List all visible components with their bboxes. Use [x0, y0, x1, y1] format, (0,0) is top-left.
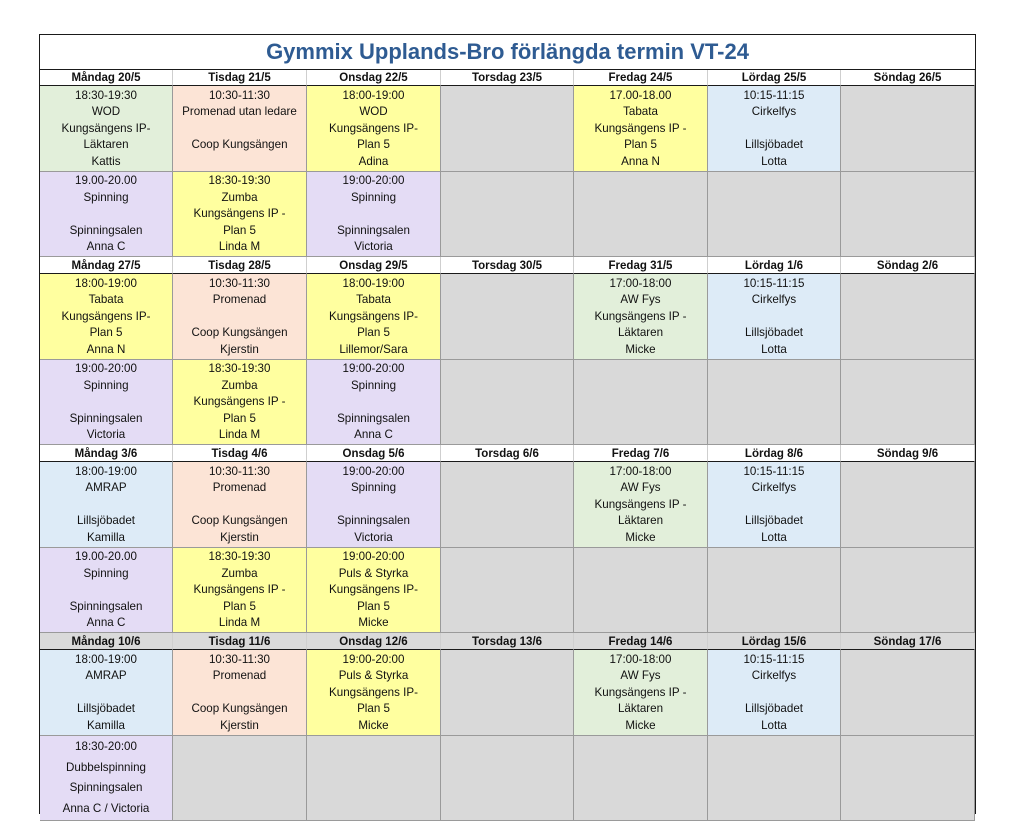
day-header: Tisdag 21/5	[173, 70, 307, 86]
class-cell-line: 10:15-11:15	[743, 464, 805, 478]
class-cell-line: 19:00-20:00	[75, 362, 137, 376]
empty-cell	[708, 360, 841, 445]
class-cell-line: 17.00-18.00	[609, 88, 672, 102]
class-cell	[40, 172, 173, 257]
class-cell-line: Lillsjöbadet	[744, 514, 803, 528]
class-cell	[40, 736, 173, 821]
class-cell-line: AMRAP	[85, 481, 127, 495]
class-cell-line	[40, 394, 172, 410]
class-cell	[574, 462, 708, 548]
class-cell	[307, 172, 441, 257]
class-cell-line: Lotta	[761, 718, 787, 732]
class-cell-line: 18:00-19:00	[342, 276, 405, 290]
day-header: Fredag 24/5	[574, 70, 708, 86]
class-cell	[173, 360, 307, 445]
class-cell-line: 10:30-11:30	[208, 88, 271, 102]
day-header: Onsdag 29/5	[307, 257, 441, 274]
empty-cell	[841, 650, 975, 736]
class-cell-line	[40, 496, 172, 513]
class-cell-line: Plan 5	[357, 599, 390, 613]
class-cell-line: Plan 5	[223, 599, 256, 613]
class-cell-line: 19:00-20:00	[342, 362, 405, 376]
class-cell-line: 18:00-19:00	[342, 88, 405, 102]
class-cell-line: Kungsängens IP-	[329, 685, 418, 699]
class-cell-line: Zumba	[221, 378, 258, 392]
class-cell-line: Coop Kungsängen	[191, 326, 288, 340]
class-cell	[708, 86, 841, 172]
class-cell-line: Kjerstin	[220, 342, 259, 356]
class-cell-line: Kungsängens IP -	[594, 309, 687, 323]
class-cell-line	[173, 153, 306, 170]
class-cell-line	[307, 394, 440, 410]
class-cell	[708, 650, 841, 736]
class-cell-line: Promenad	[212, 669, 267, 683]
class-cell-line: Lillsjöbadet	[744, 138, 803, 152]
class-cell-line: 18:00-19:00	[75, 652, 137, 666]
empty-cell	[841, 548, 975, 633]
class-cell-line	[40, 582, 172, 598]
class-cell-line: Kungsängens IP-	[329, 121, 418, 135]
class-cell-line: Promenad	[212, 293, 267, 307]
class-cell-line: Cirkelfys	[751, 105, 797, 119]
class-cell-line: Zumba	[221, 190, 258, 204]
class-cell-line: Spinningsalen	[337, 514, 410, 528]
class-cell	[173, 650, 307, 736]
empty-cell	[441, 274, 574, 360]
class-cell-line: Lotta	[761, 342, 787, 356]
class-cell-line: Lotta	[761, 530, 787, 544]
class-cell-line: Tabata	[356, 293, 391, 307]
class-cell-line: Kungsängens IP -	[193, 207, 286, 221]
class-cell	[173, 274, 307, 360]
empty-cell	[841, 274, 975, 360]
class-cell-line: Coop Kungsängen	[191, 138, 288, 152]
class-cell-line: Kungsängens IP -	[594, 685, 687, 699]
class-cell-line: Plan 5	[223, 411, 256, 425]
class-cell-line: 18:00-19:00	[75, 464, 137, 478]
class-cell-line: Kamilla	[86, 718, 125, 732]
class-cell-line	[708, 496, 840, 513]
empty-cell	[574, 736, 708, 821]
class-cell-line: 10:15-11:15	[743, 88, 805, 102]
class-cell-line: Linda M	[218, 615, 261, 629]
class-cell-line: Läktaren	[617, 514, 664, 528]
class-cell	[574, 86, 708, 172]
class-cell	[40, 360, 173, 445]
day-header: Söndag 17/6	[841, 633, 975, 650]
empty-cell	[441, 86, 574, 172]
class-cell-line: Läktaren	[83, 138, 129, 152]
class-cell-line: 10:30-11:30	[208, 652, 271, 666]
class-cell-line: Dubbelspinning	[66, 760, 146, 774]
class-cell-line: Spinning	[350, 378, 397, 392]
day-header: Torsdag 23/5	[441, 70, 574, 86]
class-cell	[574, 650, 708, 736]
class-cell-line: WOD	[91, 105, 121, 119]
class-cell-line: Spinningsalen	[69, 223, 143, 237]
class-cell-line: Spinning	[350, 481, 397, 495]
class-cell-line: Linda M	[218, 239, 261, 253]
class-cell-line: Anna N	[86, 342, 126, 356]
empty-cell	[441, 736, 574, 821]
day-header: Tisdag 4/6	[173, 445, 307, 462]
empty-cell	[441, 650, 574, 736]
class-cell-line: 19.00-20.00	[75, 550, 137, 564]
day-header: Måndag 3/6	[40, 445, 173, 462]
empty-cell	[708, 172, 841, 257]
class-cell-line	[708, 308, 840, 325]
class-cell-line: Spinning	[350, 190, 397, 204]
class-cell-line: Lillsjöbadet	[76, 514, 135, 528]
class-cell-line: Coop Kungsängen	[191, 702, 288, 716]
class-cell-line: Cirkelfys	[751, 481, 797, 495]
day-header: Söndag 2/6	[841, 257, 975, 274]
class-cell-line: Plan 5	[624, 138, 657, 152]
class-cell-line: Kattis	[91, 154, 121, 168]
class-cell-line: Kungsängens IP -	[193, 395, 286, 409]
class-cell-line: 10:30-11:30	[208, 276, 271, 290]
class-cell-line: Kungsängens IP-	[329, 309, 418, 323]
class-cell-line: Puls & Styrka	[338, 566, 409, 580]
day-header: Söndag 26/5	[841, 70, 975, 86]
class-cell-line	[307, 496, 440, 513]
class-cell-line: 10:30-11:30	[208, 464, 271, 478]
empty-cell	[841, 86, 975, 172]
class-cell-line: AW Fys	[620, 293, 661, 307]
class-cell-line	[173, 120, 306, 137]
class-cell-line: 17:00-18:00	[609, 652, 672, 666]
class-cell-line: Spinning	[83, 378, 129, 392]
empty-cell	[708, 548, 841, 633]
day-header: Lördag 15/6	[708, 633, 841, 650]
class-cell-line: Kamilla	[86, 530, 125, 544]
class-cell-line: Spinningsalen	[69, 781, 143, 795]
class-cell-line: Plan 5	[357, 138, 390, 152]
class-cell-line: Victoria	[354, 530, 393, 544]
day-header: Måndag 20/5	[40, 70, 173, 86]
class-cell-line: 18:30-19:30	[208, 362, 271, 376]
class-cell-line: Lillsjöbadet	[744, 702, 803, 716]
class-cell-line: Kungsängens IP -	[193, 583, 286, 597]
class-cell-line: 18:30-19:30	[75, 88, 137, 102]
class-cell-line	[708, 684, 840, 701]
class-cell-line: 17:00-18:00	[609, 276, 672, 290]
class-cell-line: Micke	[358, 615, 389, 629]
day-header: Söndag 9/6	[841, 445, 975, 462]
class-cell-line: 10:15-11:15	[743, 276, 805, 290]
day-header: Fredag 14/6	[574, 633, 708, 650]
class-cell	[307, 462, 441, 548]
empty-cell	[441, 548, 574, 633]
day-header: Lördag 1/6	[708, 257, 841, 274]
class-cell-line: Tabata	[88, 293, 124, 307]
class-cell-line: Plan 5	[357, 702, 390, 716]
class-cell-line: Spinningsalen	[69, 411, 143, 425]
class-cell-line: Anna C	[86, 615, 126, 629]
empty-cell	[708, 736, 841, 821]
class-cell	[307, 274, 441, 360]
class-cell-line: Micke	[358, 718, 389, 732]
empty-cell	[841, 172, 975, 257]
day-header: Tisdag 28/5	[173, 257, 307, 274]
class-cell	[708, 462, 841, 548]
class-cell	[708, 274, 841, 360]
class-cell-line: Anna C	[354, 427, 393, 441]
class-cell-line: 19.00-20.00	[75, 174, 137, 188]
empty-cell	[574, 548, 708, 633]
empty-cell	[574, 360, 708, 445]
schedule-sheet	[39, 34, 976, 814]
day-header: Torsdag 13/6	[441, 633, 574, 650]
empty-cell	[441, 172, 574, 257]
class-cell-line: Kjerstin	[220, 718, 259, 732]
empty-cell	[307, 736, 441, 821]
day-header: Onsdag 12/6	[307, 633, 441, 650]
class-cell	[173, 462, 307, 548]
class-cell-line: AW Fys	[620, 669, 661, 683]
class-cell-line: Lillsjöbadet	[76, 702, 135, 716]
class-cell-line: 19:00-20:00	[342, 550, 405, 564]
class-cell-line: Micke	[625, 342, 656, 356]
class-cell-line: AMRAP	[85, 669, 127, 683]
class-cell-line: Anna C / Victoria	[62, 801, 150, 815]
class-cell-line: Lillsjöbadet	[744, 326, 803, 340]
class-cell-line: Spinning	[83, 566, 129, 580]
empty-cell	[441, 462, 574, 548]
class-cell	[40, 274, 173, 360]
class-cell-line: Spinningsalen	[337, 223, 410, 237]
class-cell	[173, 548, 307, 633]
class-cell-line: Zumba	[221, 566, 258, 580]
class-cell-line: Anna N	[621, 154, 660, 168]
class-cell-line: Läktaren	[617, 326, 664, 340]
page-title: Gymmix Upplands-Bro förlängda termin VT-24	[266, 39, 749, 64]
day-header: Torsdag 30/5	[441, 257, 574, 274]
class-cell-line: Spinning	[83, 190, 129, 204]
class-cell-line: Cirkelfys	[751, 293, 797, 307]
class-cell	[307, 86, 441, 172]
day-header: Måndag 27/5	[40, 257, 173, 274]
class-cell-line: Spinningsalen	[69, 599, 143, 613]
empty-cell	[841, 736, 975, 821]
class-cell	[40, 650, 173, 736]
class-cell-line: 18:00-19:00	[75, 276, 137, 290]
class-cell	[307, 548, 441, 633]
class-cell-line: Puls & Styrka	[338, 669, 409, 683]
class-cell	[574, 274, 708, 360]
day-header: Torsdag 6/6	[441, 445, 574, 462]
class-cell-line: Kungsängens IP-	[61, 121, 151, 135]
day-header: Fredag 31/5	[574, 257, 708, 274]
class-cell	[40, 548, 173, 633]
class-cell-line: Anna C	[86, 239, 126, 253]
class-cell-line: Micke	[625, 530, 656, 544]
class-cell-line: Kungsängens IP -	[594, 497, 687, 511]
day-header: Tisdag 11/6	[173, 633, 307, 650]
class-cell-line: 17:00-18:00	[609, 464, 672, 478]
class-cell-line	[173, 308, 306, 325]
class-cell	[307, 360, 441, 445]
empty-cell	[441, 360, 574, 445]
class-cell-line: Lillemor/Sara	[339, 342, 408, 356]
class-cell-line: Tabata	[623, 105, 658, 119]
class-cell-line: Coop Kungsängen	[191, 514, 288, 528]
class-cell	[40, 86, 173, 172]
class-cell	[173, 172, 307, 257]
class-cell-line	[173, 496, 306, 513]
empty-cell	[173, 736, 307, 821]
day-header: Onsdag 22/5	[307, 70, 441, 86]
day-header: Fredag 7/6	[574, 445, 708, 462]
class-cell-line: Plan 5	[357, 326, 390, 340]
class-cell-line: Cirkelfys	[751, 669, 797, 683]
class-cell-line: Spinningsalen	[337, 411, 410, 425]
class-cell-line: Victoria	[354, 239, 393, 253]
class-cell-line: Micke	[625, 718, 656, 732]
class-cell-line: Linda M	[218, 427, 261, 441]
day-header: Måndag 10/6	[40, 633, 173, 650]
empty-cell	[841, 360, 975, 445]
class-cell-line: 10:15-11:15	[743, 652, 805, 666]
class-cell-line	[708, 120, 840, 137]
class-cell-line: 19:00-20:00	[342, 652, 405, 666]
class-cell-line: Victoria	[86, 427, 126, 441]
class-cell	[307, 650, 441, 736]
class-cell	[40, 462, 173, 548]
class-cell-line: Plan 5	[89, 326, 123, 340]
class-cell-line: Promenad	[212, 481, 267, 495]
class-cell-line: 18:30-19:30	[208, 174, 271, 188]
class-cell-line: Kungsängens IP-	[61, 309, 151, 323]
class-cell-line: Adina	[358, 154, 389, 168]
class-cell-line: Kjerstin	[220, 530, 259, 544]
day-header: Lördag 8/6	[708, 445, 841, 462]
day-header: Onsdag 5/6	[307, 445, 441, 462]
class-cell-line: Promenad utan ledare	[182, 105, 297, 119]
class-cell-line: Plan 5	[223, 223, 256, 237]
day-header: Lördag 25/5	[708, 70, 841, 86]
class-cell-line	[40, 206, 172, 222]
schedule-grid	[40, 69, 975, 814]
class-cell-line: 19:00-20:00	[342, 464, 405, 478]
class-cell-line: AW Fys	[620, 481, 661, 495]
class-cell-line: Kungsängens IP -	[594, 121, 687, 135]
empty-cell	[574, 172, 708, 257]
class-cell-line	[173, 684, 306, 701]
class-cell-line: WOD	[359, 105, 388, 119]
class-cell	[173, 86, 307, 172]
class-cell-line: Läktaren	[617, 702, 664, 716]
class-cell-line: Lotta	[761, 154, 787, 168]
class-cell-line: 18:30-19:30	[208, 550, 271, 564]
class-cell-line	[307, 206, 440, 222]
class-cell-line: Kungsängens IP-	[329, 583, 418, 597]
class-cell-line	[40, 684, 172, 701]
class-cell-line: 19:00-20:00	[342, 174, 405, 188]
class-cell-line: 18:30-20:00	[75, 740, 137, 754]
empty-cell	[841, 462, 975, 548]
